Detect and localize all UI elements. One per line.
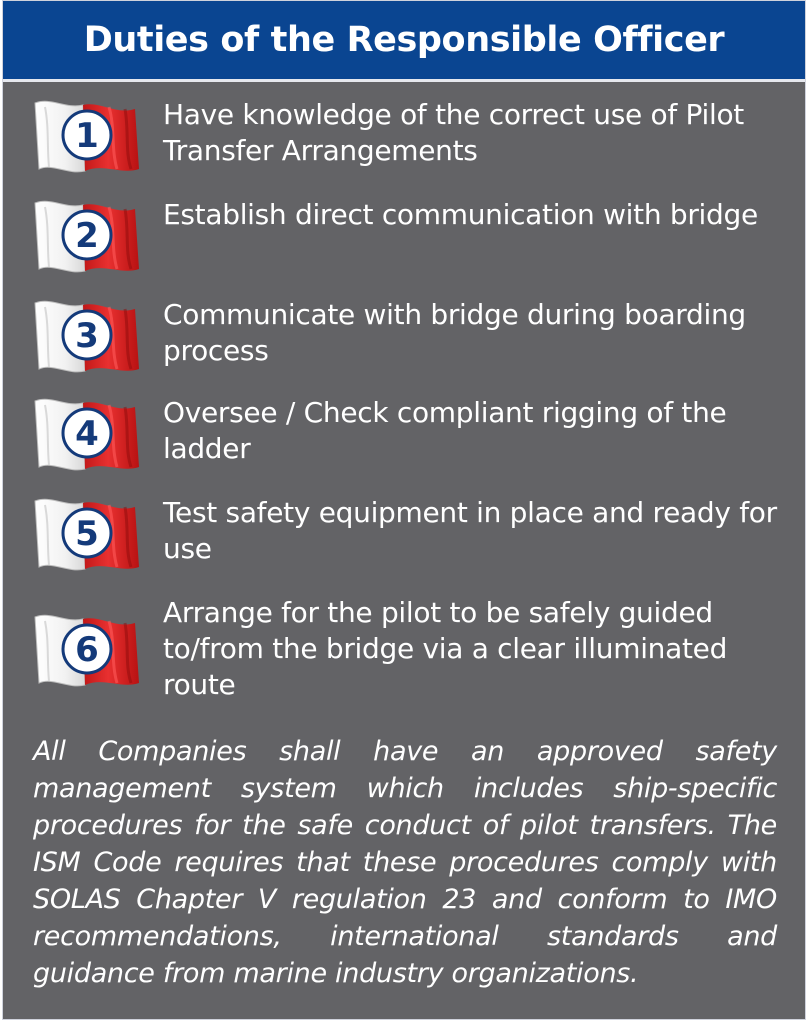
flag-icon <box>31 611 143 691</box>
duty-item-5 <box>31 495 791 575</box>
duties-card <box>2 0 806 1020</box>
duty-item-2 <box>31 197 791 277</box>
flag-icon <box>31 97 143 177</box>
duty-number: 1 <box>75 116 99 156</box>
page-title: Duties of the Responsible Officer <box>83 20 725 60</box>
ism-note: All Companies shall have an approved safety management system which includes ship-specific procedures for the safe conduct of pilot transfers. The ISM Code requires that these procedures comply with SOLAS Chapter V regulation 23 and conform to IMO recommendations, international standards and guidance from marine industry organizations. <box>33 736 777 989</box>
duty-number: 5 <box>75 514 99 554</box>
duty-text: Have knowledge of the correct use of Pilot Transfer Arrangements <box>163 98 744 167</box>
duty-item-3 <box>31 297 791 377</box>
duty-text: Establish direct communication with bridge <box>163 198 758 231</box>
duty-item-6 <box>31 595 791 701</box>
duty-item-1 <box>31 97 791 177</box>
duty-item-4 <box>31 395 791 475</box>
duty-number: 2 <box>75 216 99 256</box>
duty-number: 3 <box>75 316 99 356</box>
duty-text: Test safety equipment in place and ready for use <box>163 496 777 565</box>
duty-text: Arrange for the pilot to be safely guided to/from the bridge via a clear illuminated route <box>163 596 728 701</box>
duty-text: Communicate with bridge during boarding process <box>163 298 746 367</box>
flag-icon <box>31 297 143 377</box>
duty-text: Oversee / Check compliant rigging of the ladder <box>163 396 727 465</box>
duty-number: 6 <box>75 630 99 670</box>
duty-number: 4 <box>75 414 99 454</box>
header-bar <box>3 1 805 82</box>
flag-icon <box>31 395 143 475</box>
flag-icon <box>31 197 143 277</box>
flag-icon <box>31 495 143 575</box>
